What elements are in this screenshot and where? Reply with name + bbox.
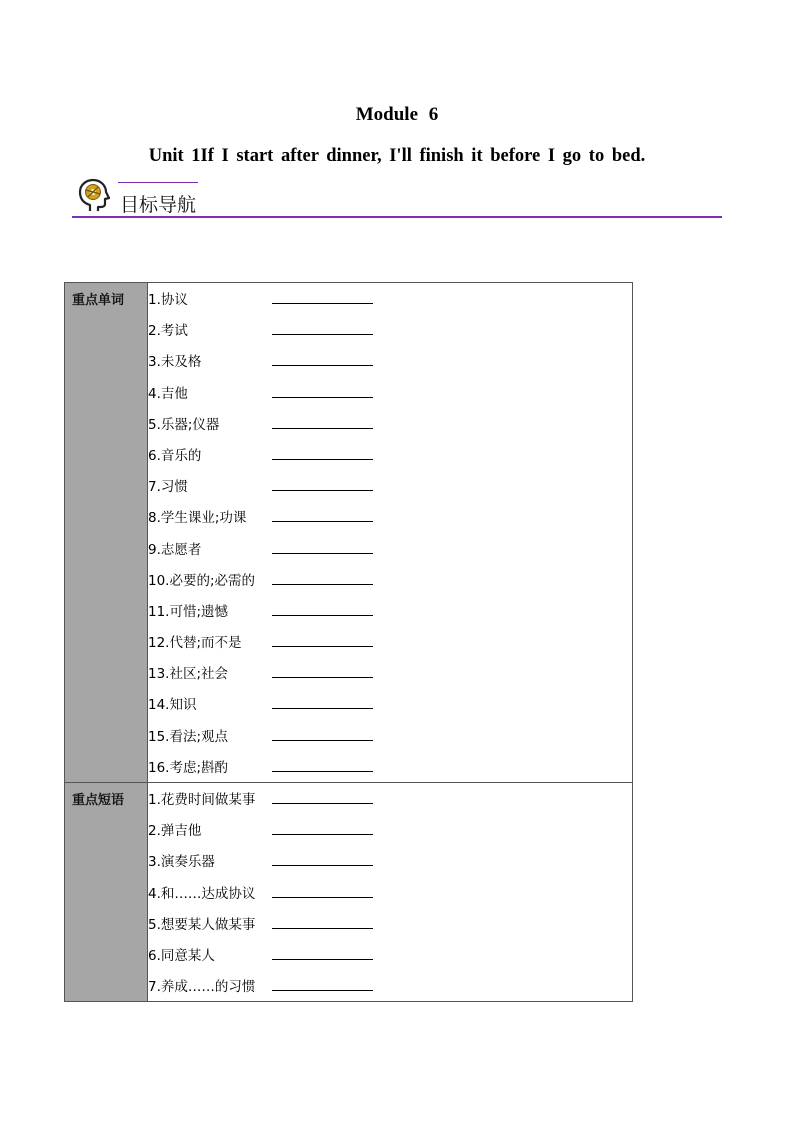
item-prompt: 2.考试 — [148, 323, 188, 340]
answer-blank[interactable] — [272, 771, 373, 772]
nav-divider — [72, 216, 722, 218]
list-item — [148, 720, 632, 751]
answer-blank[interactable] — [272, 928, 373, 929]
words-row — [65, 283, 633, 783]
answer-blank[interactable] — [272, 521, 373, 522]
item-prompt: 6.音乐的 — [148, 447, 202, 464]
list-item — [148, 283, 632, 314]
list-item — [148, 595, 632, 626]
answer-blank[interactable] — [272, 334, 373, 335]
item-prompt: 16.考虑;斟酌 — [148, 759, 229, 776]
list-item — [148, 470, 632, 501]
list-item — [148, 845, 632, 876]
answer-blank[interactable] — [272, 865, 373, 866]
item-prompt: 9.志愿者 — [148, 541, 202, 558]
phrases-items — [148, 783, 633, 1002]
answer-blank[interactable] — [272, 834, 373, 835]
answer-blank[interactable] — [272, 365, 373, 366]
list-item — [148, 501, 632, 532]
list-item — [148, 908, 632, 939]
list-item — [148, 377, 632, 408]
item-prompt: 3.未及格 — [148, 354, 202, 371]
list-item — [148, 814, 632, 845]
head-gear-icon — [76, 178, 110, 214]
item-prompt: 3.演奏乐器 — [148, 854, 215, 871]
item-prompt: 8.学生课业;功课 — [148, 510, 247, 527]
item-prompt: 12.代替;而不是 — [148, 635, 242, 652]
vocabulary-table — [64, 282, 633, 1002]
answer-blank[interactable] — [272, 428, 373, 429]
answer-blank[interactable] — [272, 303, 373, 304]
answer-blank[interactable] — [272, 615, 373, 616]
answer-blank[interactable] — [272, 459, 373, 460]
section-nav-label: 目标导航 — [120, 194, 197, 216]
item-prompt: 11.可惜;遗憾 — [148, 603, 229, 620]
answer-blank[interactable] — [272, 677, 373, 678]
module-title: Module 6 — [355, 104, 439, 125]
phrases-row — [65, 783, 633, 1002]
list-item — [148, 564, 632, 595]
list-item — [148, 783, 632, 814]
item-prompt: 4.吉他 — [148, 385, 188, 402]
words-items — [148, 283, 633, 783]
answer-blank[interactable] — [272, 553, 373, 554]
item-prompt: 4.和……达成协议 — [148, 885, 256, 902]
item-prompt: 5.想要某人做某事 — [148, 916, 256, 933]
list-item — [148, 657, 632, 688]
answer-blank[interactable] — [272, 397, 373, 398]
nav-top-line — [118, 182, 198, 183]
list-item — [148, 408, 632, 439]
answer-blank[interactable] — [272, 897, 373, 898]
item-prompt: 15.看法;观点 — [148, 728, 229, 745]
list-item — [148, 314, 632, 345]
words-section-label: 重点单词 — [72, 293, 125, 308]
list-item — [148, 533, 632, 564]
list-item — [148, 877, 632, 908]
answer-blank[interactable] — [272, 708, 373, 709]
item-prompt: 2.弹吉他 — [148, 823, 202, 840]
answer-blank[interactable] — [272, 990, 373, 991]
list-item — [148, 970, 632, 1001]
item-prompt: 1.协议 — [148, 292, 188, 308]
item-prompt: 13.社区;社会 — [148, 666, 229, 683]
answer-blank[interactable] — [272, 959, 373, 960]
list-item — [148, 345, 632, 376]
list-item — [148, 751, 632, 782]
answer-blank[interactable] — [272, 803, 373, 804]
answer-blank[interactable] — [272, 490, 373, 491]
item-prompt: 5.乐器;仪器 — [148, 416, 220, 433]
item-prompt: 6.同意某人 — [148, 947, 215, 964]
answer-blank[interactable] — [272, 584, 373, 585]
list-item — [148, 439, 632, 470]
item-prompt: 7.养成……的习惯 — [148, 979, 256, 996]
answer-blank[interactable] — [272, 740, 373, 741]
phrases-section-label: 重点短语 — [72, 793, 125, 808]
item-prompt: 7.习惯 — [148, 479, 188, 496]
list-item — [148, 939, 632, 970]
list-item — [148, 688, 632, 719]
answer-blank[interactable] — [272, 646, 373, 647]
phrases-label-cell — [65, 783, 148, 1002]
item-prompt: 10.必要的;必需的 — [148, 572, 256, 589]
words-label-cell — [65, 283, 148, 783]
unit-title: Unit 1If I start after dinner, I'll finish it before I go to bed. — [148, 146, 646, 166]
item-prompt: 14.知识 — [148, 697, 197, 714]
list-item — [148, 626, 632, 657]
item-prompt: 1.花费时间做某事 — [148, 792, 256, 808]
